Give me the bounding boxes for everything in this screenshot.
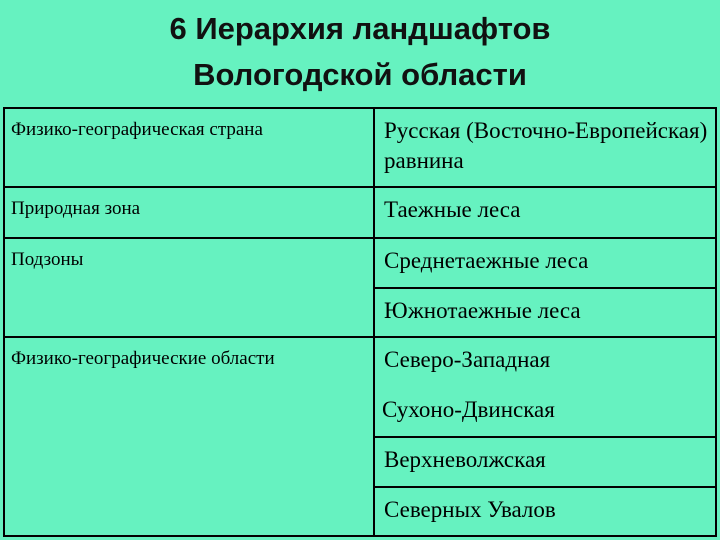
title-line-1: 6 Иерархия ландшафтов [169, 11, 551, 46]
table-row-label: Подзоны [11, 249, 84, 270]
table-row-value: Русская (Восточно-Европейская) равнина [373, 109, 717, 186]
landscape-hierarchy-table [3, 107, 717, 537]
page-title [0, 6, 720, 98]
table-row-value: Сухоно-Двинская [382, 397, 555, 422]
table-row-value: Северных Увалов [373, 488, 717, 535]
table-row-value: Среднетаежные леса [373, 239, 717, 287]
table-row-label: Природная зона [11, 198, 141, 219]
table-row-value: Южнотаежные леса [373, 289, 717, 336]
table-row-value: Таежные леса [373, 188, 717, 237]
table-row-label: Физико-географические области [11, 348, 275, 369]
table-row-value: Северо-Западная [373, 338, 717, 436]
table-row-value: Верхневолжская [373, 438, 717, 486]
title-line-2: Вологодской области [193, 57, 527, 92]
table-row-label: Физико-географическая страна [11, 119, 263, 140]
